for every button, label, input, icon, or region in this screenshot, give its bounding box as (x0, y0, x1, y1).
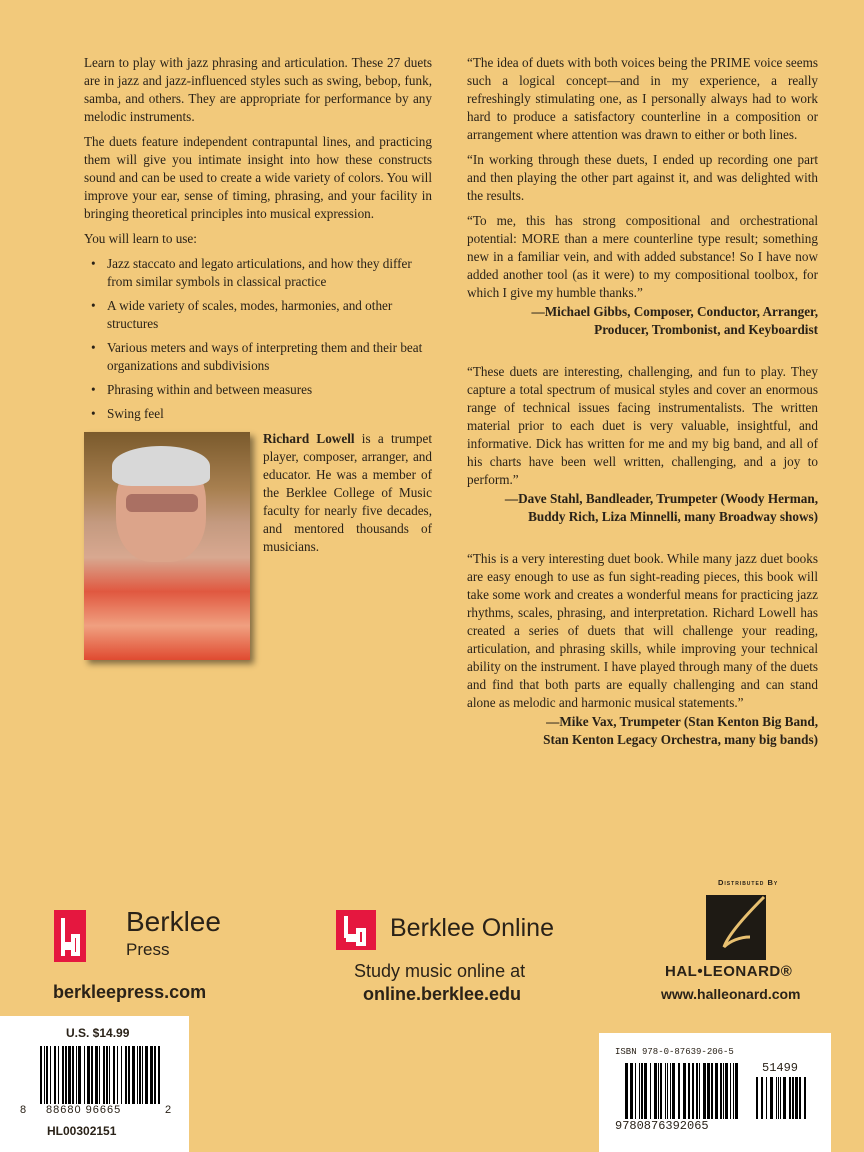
barcode-bar (738, 1063, 740, 1119)
attribution-gibbs (467, 303, 818, 339)
learn-heading: You will learn to use: (84, 231, 197, 246)
isbn-barcode-box (599, 1033, 831, 1152)
quote-paragraph: “The idea of duets with both voices being the PRIME voice seems such a logical concept—and in my experience, a really refreshingly stimulating one, as I personally always had to work hard to produce a satisfactory counterline in a composition or arrangement where attention was drawn to either or both lines. (467, 55, 818, 142)
hl-product-code: HL00302151 (47, 1124, 117, 1138)
barcode-bar (158, 1046, 160, 1104)
upc-right-digit: 2 (165, 1104, 172, 1116)
list-item: • Phrasing within and between measures (84, 381, 432, 399)
description-paragraph: The duets feature independent contrapuntal lines, and practicing them will give you intimate insight into how these constructs sound and can be used to create a wide variety of colors. You will improve your ear, sense of timing, phrasing, and your facility in bringing theoretical principles into musical expression. (84, 134, 432, 221)
price-label: U.S. $14.99 (66, 1026, 130, 1040)
online-url[interactable]: online.berklee.edu (363, 984, 522, 1004)
upc-left-digit: 8 (20, 1104, 27, 1116)
isbn-barcode (625, 1063, 740, 1119)
berklee-press-name: Berklee (126, 906, 221, 937)
attribution-line: —Michael Gibbs, Composer, Conductor, Arranger, (531, 304, 818, 319)
berklee-online-name: Berklee Online (390, 914, 554, 942)
list-item: • Various meters and ways of interpreting them and their beat organizations and subdivisions (84, 339, 432, 375)
quote-paragraph: “To me, this has strong compositional and orchestrational potential: MORE than a mere counterline type result; something new in a familiar vein, and with added substance! So I have now added another tool (as it were) to my compositional toolbox, for which I give my humble thanks.” (467, 213, 818, 300)
list-item: • Jazz staccato and legato articulations, and how they differ from similar symbols in classical practice (84, 255, 432, 291)
attribution-stahl (467, 490, 818, 526)
online-tagline: Study music online at (354, 961, 526, 981)
berklee-press-sub: Press (126, 940, 170, 959)
attribution-line: Buddy Rich, Liza Minnelli, many Broadway shows) (528, 509, 818, 524)
upc-digits: 88680 96665 (46, 1104, 122, 1116)
attribution-line: Stan Kenton Legacy Orchestra, many big bands) (543, 732, 818, 747)
testimonials-column (467, 54, 818, 773)
barcode-bar (806, 1077, 808, 1119)
distributed-by-label: Distributed By (718, 878, 779, 887)
addon-digits: 51499 (762, 1061, 799, 1075)
list-item: • Swing feel (84, 405, 432, 423)
hal-leonard-name: HAL•LEONARD® (665, 963, 793, 980)
hal-leonard-logo-icon (706, 895, 766, 960)
author-photo (84, 432, 250, 660)
upc-barcode (40, 1046, 160, 1104)
list-item: • A wide variety of scales, modes, harmonies, and other structures (84, 297, 432, 333)
quote-paragraph: “In working through these duets, I ended up recording one part and then playing the other part against it, and was delighted with the results. (467, 152, 818, 203)
author-bio (263, 430, 432, 556)
author-name: Richard Lowell (263, 431, 355, 446)
attribution-line: Producer, Trombonist, and Keyboardist (594, 322, 818, 337)
price-barcode-box (0, 1016, 189, 1152)
berklee-press-url[interactable]: berkleepress.com (53, 982, 207, 1002)
attribution-line: —Mike Vax, Trumpeter (Stan Kenton Big Band, (546, 714, 818, 729)
attribution-line: —Dave Stahl, Bandleader, Trumpeter (Woody Herman, (504, 491, 818, 506)
berklee-online-logo-icon (336, 910, 376, 950)
berklee-logo-icon (54, 910, 86, 962)
hal-leonard-url[interactable]: www.halleonard.com (661, 986, 801, 1002)
isbn-label: ISBN 978-0-87639-206-5 (615, 1047, 734, 1057)
intro-paragraph: Learn to play with jazz phrasing and articulation. These 27 duets are in jazz and jazz-influenced styles such as swing, bebop, funk, samba, and others. They are appropriate for performance by any melodic instruments. (84, 55, 432, 124)
addon-barcode (756, 1077, 808, 1119)
quote-paragraph: “These duets are interesting, challenging, and fun to play. They capture a total spectrum of musical styles and cover an enormous range of technical issues facing instrumentalists. The written material prior to each duet is very valuable, insightful, and informative. Dick has written for me and my big band, and all of his charts have been well written, challenging, and a joy to perform.” (467, 364, 818, 487)
bio-text: is a trumpet player, composer, arranger, and educator. He was a member of the Berklee College of Music faculty for nearly five decades, and mentored thousands of musicians. (263, 431, 432, 554)
learn-list (84, 255, 432, 423)
ean-digits: 9780876392065 (615, 1119, 709, 1133)
quote-paragraph: “This is a very interesting duet book. While many jazz duet books are easy enough to use as fun sight-reading pieces, this book will take some work and creates a wonderful means for practicing jazz rhythms, scales, phrasing, and interpretation. Richard Lowell has created a series of duets that will challenge your reading, articulation, and phrasing skills, while improving your technical ability on the instrument. I have played through many of the duets and find that both parts are equally challenging and can stand alone as melodic and harmonic musical statements.” (467, 551, 818, 710)
left-column (84, 54, 432, 429)
attribution-vax (467, 713, 818, 749)
